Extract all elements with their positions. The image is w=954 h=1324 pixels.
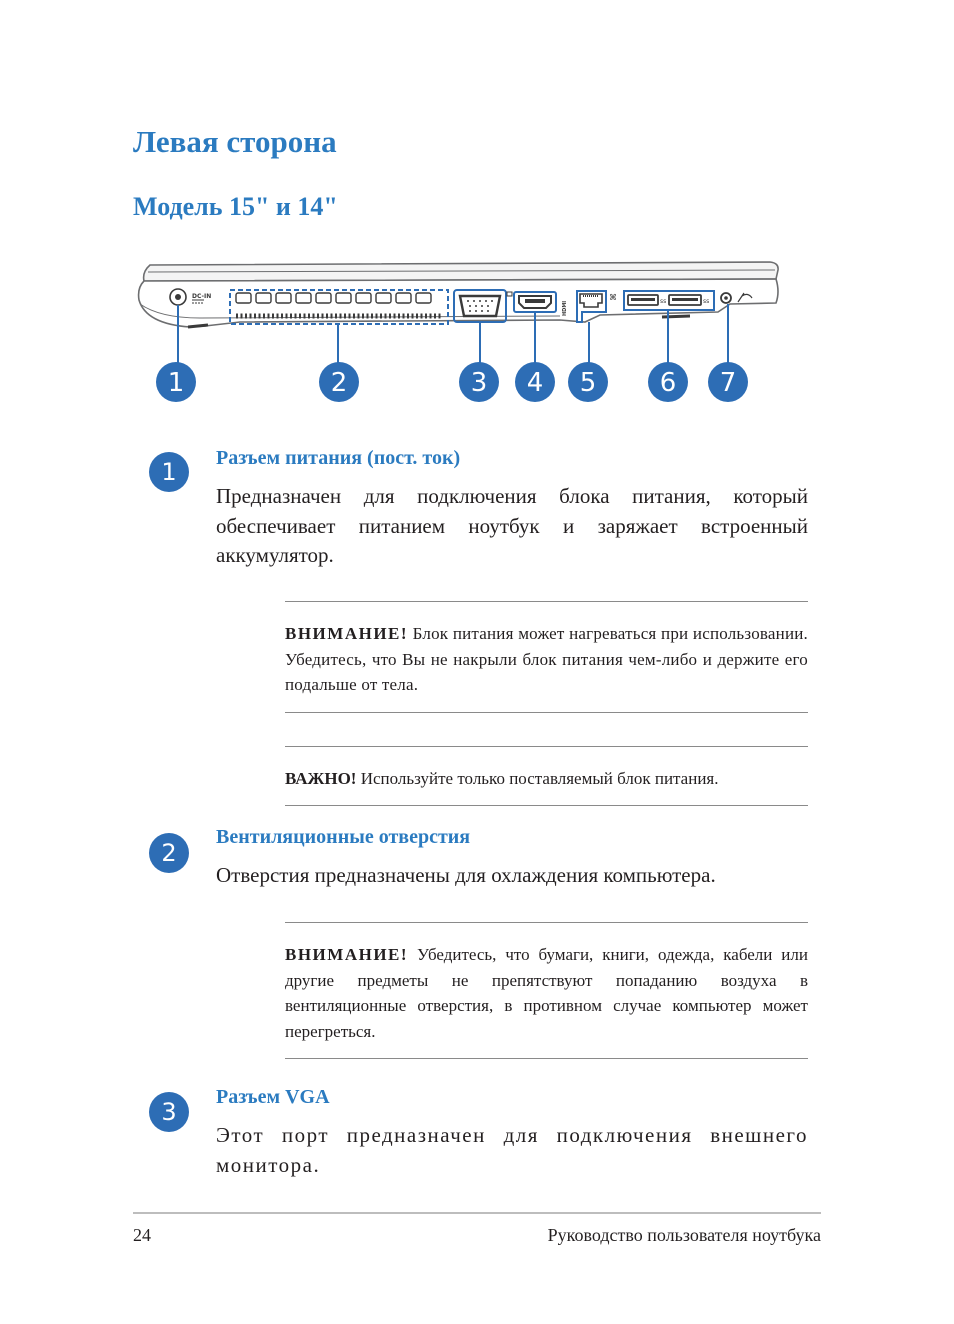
section-2-number: 2 xyxy=(149,833,189,873)
section-3-body: Этот порт предназначен для подключения внешнего монитора. xyxy=(216,1123,808,1177)
section-1-number: 1 xyxy=(149,452,189,492)
important-text: Используйте только поставляемый блок питания. xyxy=(356,769,719,788)
hdmi-label: HDMI xyxy=(562,300,568,316)
callout-5-number: 5 xyxy=(579,368,597,398)
callout-markers xyxy=(156,362,748,402)
section-1-body: Предназначен для подключения блока питания, который обеспечивает питанием ноутбук и заряжает встроенный аккумулятор. xyxy=(216,484,808,567)
laptop-left-side-diagram xyxy=(0,250,954,420)
svg-text:ss: ss xyxy=(660,298,667,305)
model-subtitle: Модель 15" и 14" xyxy=(133,192,338,221)
callout-7 xyxy=(708,362,748,402)
callout-4 xyxy=(515,362,555,402)
section-3-heading: Разъем VGA xyxy=(216,1086,330,1108)
callout-1-number: 1 xyxy=(167,368,185,398)
warning-text: Блок питания может нагреваться при использовании. Убедитесь, что Вы не накрыли блок питания чем-либо и держите его подальше от тела. xyxy=(285,624,808,694)
callout-2 xyxy=(319,362,359,402)
callout-2-number: 2 xyxy=(330,368,348,398)
callout-3-number: 3 xyxy=(470,368,488,398)
callout-4-number: 4 xyxy=(526,368,544,398)
warning-note-1 xyxy=(285,601,808,713)
page-title: Левая сторона xyxy=(133,124,337,159)
callout-1 xyxy=(156,362,196,402)
callout-6-number: 6 xyxy=(659,368,677,398)
section-1-heading: Разъем питания (пост. ток) xyxy=(216,447,461,469)
section-2-heading: Вентиляционные отверстия xyxy=(216,826,471,848)
important-label: ВАЖНО! xyxy=(285,769,357,788)
warning-label: ВНИМАНИЕ! xyxy=(285,945,409,964)
warning-label: ВНИМАНИЕ! xyxy=(285,624,409,643)
callout-3 xyxy=(459,362,499,402)
svg-text:⌘: ⌘ xyxy=(609,293,617,302)
warning-note-2 xyxy=(285,922,808,1059)
section-2-body: Отверстия предназначены для охлаждения компьютера. xyxy=(216,863,716,887)
svg-text:ss: ss xyxy=(703,298,710,305)
warning-text: Убедитесь, что бумаги, книги, одежда, кабели или другие предметы не препятствуют попаданию воздуха в вентиляционные отверстия, в противном случае компьютер может перегреться. xyxy=(285,945,808,1041)
page-number: 24 xyxy=(133,1225,151,1245)
dcin-label: DC-IN xyxy=(192,293,212,300)
callout-6 xyxy=(648,362,688,402)
footer-divider xyxy=(133,1212,821,1214)
section-3-number: 3 xyxy=(149,1092,189,1132)
footer-title: Руководство пользователя ноутбука xyxy=(547,1225,821,1245)
important-note xyxy=(285,746,808,806)
callout-5 xyxy=(568,362,608,402)
callout-7-number: 7 xyxy=(719,368,737,398)
